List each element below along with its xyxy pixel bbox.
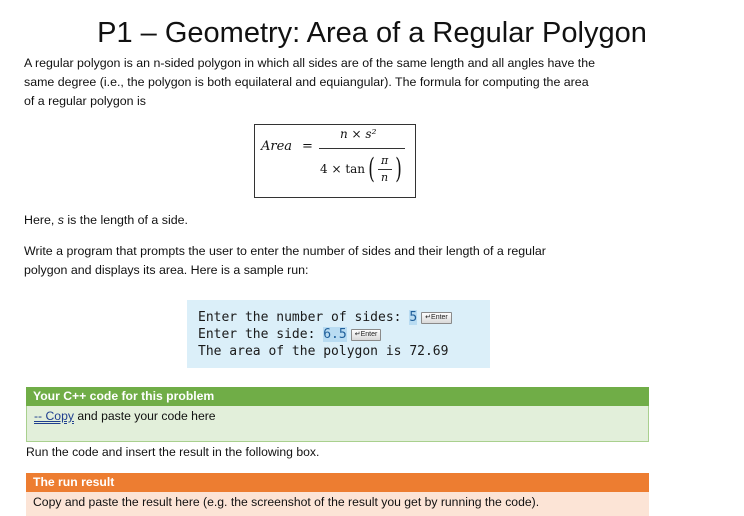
formula-equals: = bbox=[302, 139, 313, 154]
sample-prompt-side: Enter the side: bbox=[198, 327, 324, 342]
formula-inner-denominator: n bbox=[381, 171, 389, 184]
area-formula-box bbox=[254, 124, 416, 198]
sample-line-1 bbox=[198, 309, 490, 326]
run-instruction: Run the code and insert the result in the following box. bbox=[26, 445, 320, 459]
copy-link[interactable]: -- Copy bbox=[34, 409, 74, 423]
result-section-header: The run result bbox=[26, 473, 649, 492]
formula-paren-left: ( bbox=[368, 152, 375, 185]
sample-output-line: The area of the polygon is 72.69 bbox=[198, 344, 449, 359]
formula-fraction-bar bbox=[319, 148, 405, 149]
result-input-area[interactable] bbox=[26, 492, 649, 516]
code-section-header: Your C++ code for this problem bbox=[26, 387, 649, 406]
enter-key-icon: ↵Enter bbox=[351, 329, 382, 341]
result-placeholder-text: Copy and paste the result here (e.g. the screenshot of the result you get by running the code). bbox=[33, 495, 540, 509]
formula-inner-numerator: π bbox=[381, 154, 389, 167]
side-definition-prefix: Here, bbox=[24, 213, 58, 227]
code-input-area[interactable] bbox=[26, 406, 649, 442]
formula-lhs: Area bbox=[261, 139, 293, 154]
sample-input-side: 6.5 bbox=[323, 327, 347, 342]
intro-line-3: of a regular polygon is bbox=[24, 94, 146, 108]
sample-input-sides: 5 bbox=[409, 310, 418, 325]
formula-paren-right: ) bbox=[395, 152, 402, 185]
side-definition bbox=[24, 211, 664, 230]
formula-numerator: n × s² bbox=[340, 127, 377, 141]
code-placeholder-text: and paste your code here bbox=[73, 409, 216, 423]
formula-denominator-prefix: 4 × tan bbox=[320, 162, 366, 176]
side-definition-suffix: is the length of a side. bbox=[63, 213, 188, 227]
sample-run-box bbox=[187, 300, 490, 368]
enter-key-icon: ↵Enter bbox=[421, 312, 452, 324]
sample-prompt-sides: Enter the number of sides: bbox=[198, 310, 410, 325]
page-title: P1 – Geometry: Area of a Regular Polygon bbox=[97, 17, 647, 49]
intro-paragraph bbox=[24, 54, 664, 111]
intro-line-2: same degree (i.e., the polygon is both equilateral and equiangular). The formula for computing the area bbox=[24, 75, 589, 89]
task-line-1: Write a program that prompts the user to enter the number of sides and their length of a regular bbox=[24, 244, 546, 258]
side-variable: s bbox=[57, 213, 64, 227]
formula-inner-fraction-bar bbox=[378, 169, 392, 170]
task-paragraph bbox=[24, 242, 664, 280]
intro-line-1: A regular polygon is an n-sided polygon in which all sides are of the same length and all angles have the bbox=[24, 56, 596, 70]
sample-line-2 bbox=[198, 326, 490, 343]
task-line-2: polygon and displays its area. Here is a sample run: bbox=[24, 263, 309, 277]
